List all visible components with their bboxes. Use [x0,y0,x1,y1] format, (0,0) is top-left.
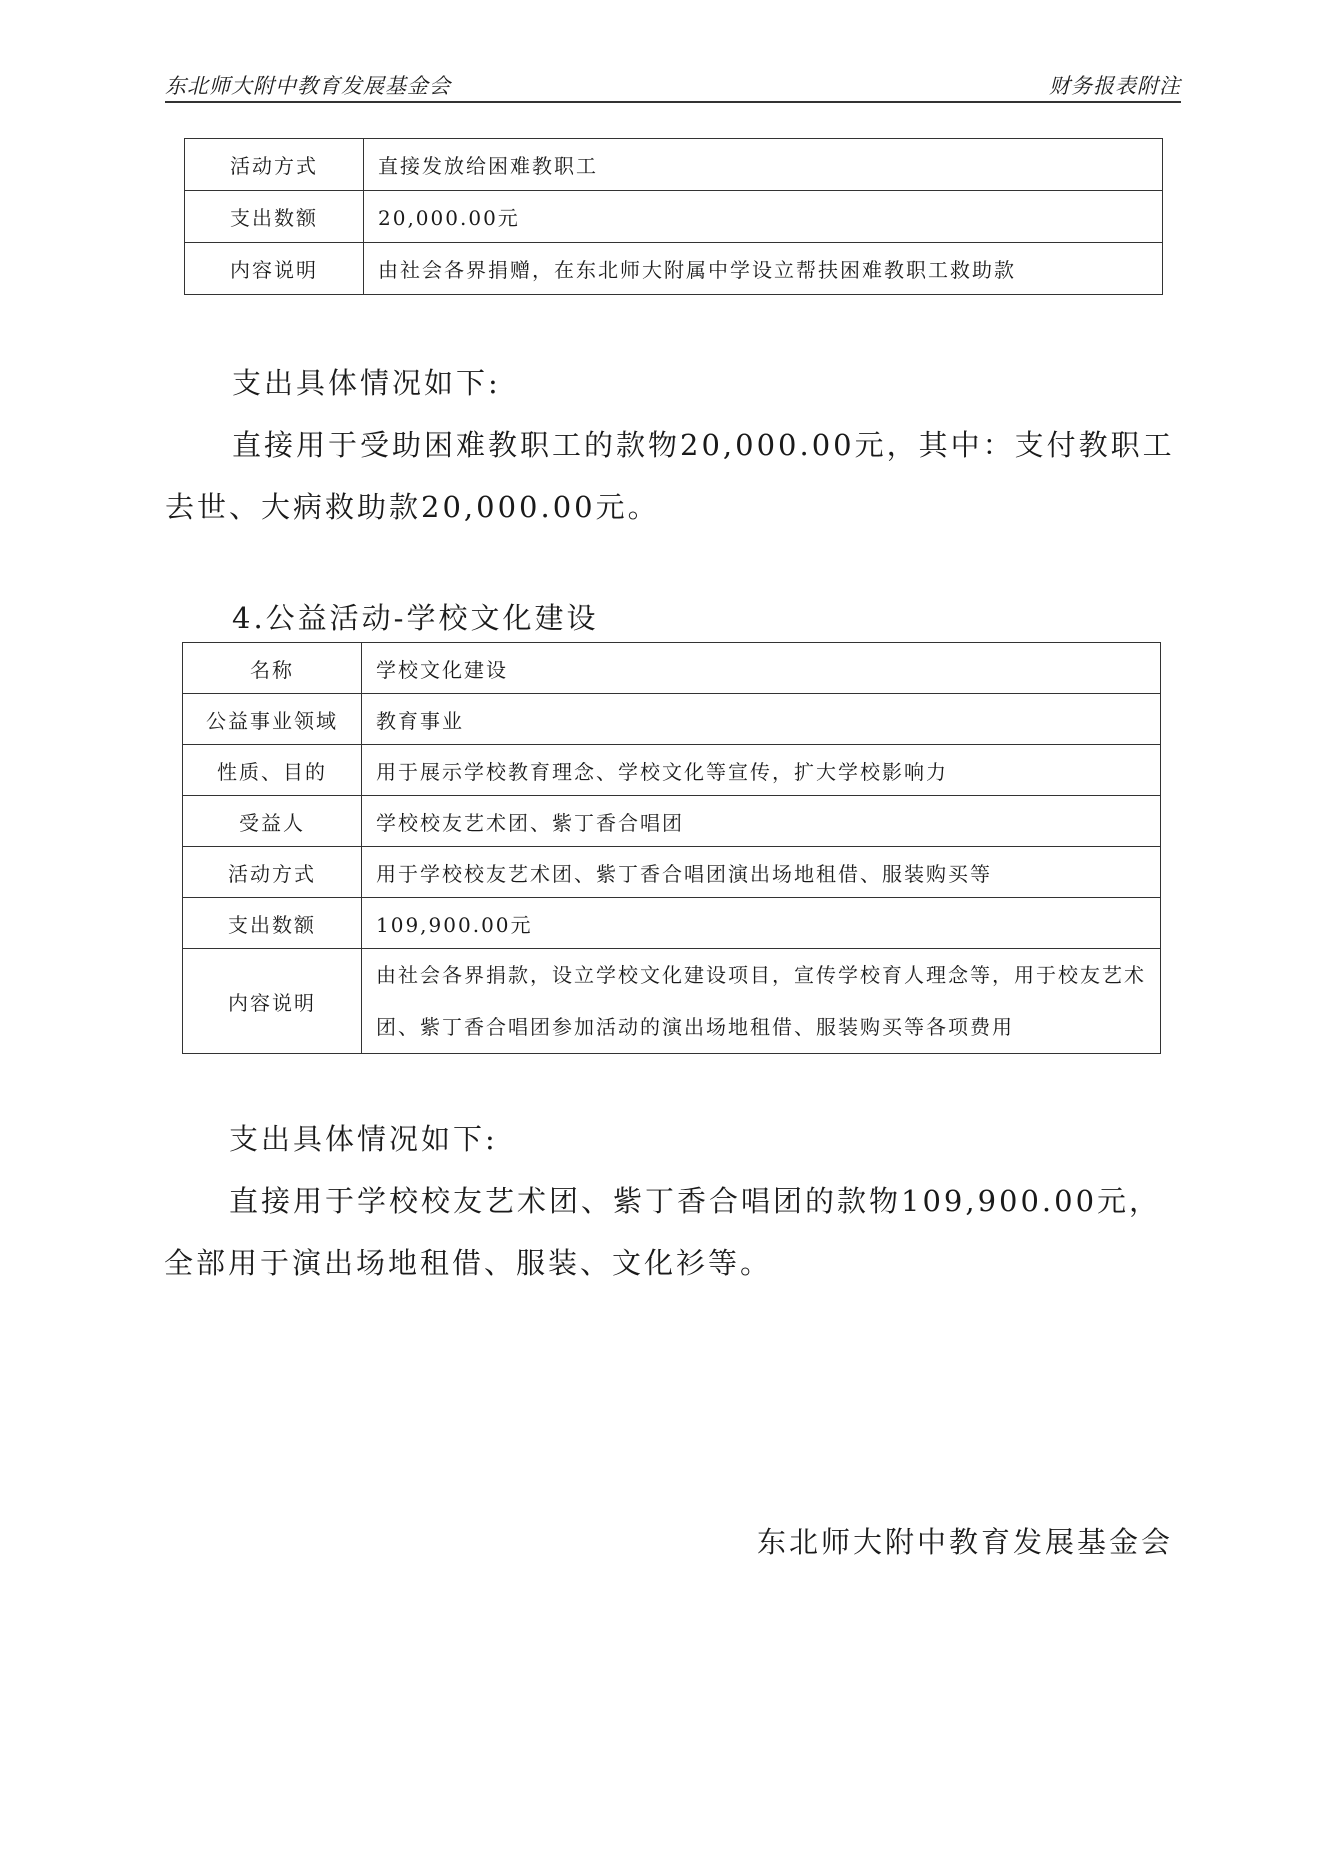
activity-table-3 [184,138,1163,295]
header-doc-type: 财务报表附注 [1049,74,1181,98]
table-row [185,243,1163,295]
table-row [185,191,1163,243]
row-label: 公益事业领域 [183,694,362,745]
row-value: 直接发放给困难教职工 [364,139,1163,191]
page-header [165,70,1181,104]
row-value: 20,000.00元 [364,191,1163,243]
row-value: 109,900.00元 [362,898,1161,949]
row-label: 内容说明 [183,949,362,1054]
row-label: 支出数额 [183,898,362,949]
table-row [183,745,1161,796]
row-value: 由社会各界捐赠，在东北师大附属中学设立帮扶困难教职工救助款 [364,243,1163,295]
row-value: 用于展示学校教育理念、学校文化等宣传，扩大学校影响力 [362,745,1161,796]
row-value: 学校校友艺术团、紫丁香合唱团 [362,796,1161,847]
table-row [183,898,1161,949]
header-org: 东北师大附中教育发展基金会 [165,74,451,98]
row-label: 内容说明 [185,243,364,295]
row-label: 受益人 [183,796,362,847]
row-label: 性质、目的 [183,745,362,796]
row-label: 活动方式 [185,139,364,191]
table-row [183,796,1161,847]
row-value: 教育事业 [362,694,1161,745]
table-row [183,694,1161,745]
header-rule [165,101,1181,103]
table-row [183,643,1161,694]
expense-intro-3: 支出具体情况如下: [232,366,501,400]
row-label: 名称 [183,643,362,694]
activity-table-4 [182,642,1161,1054]
expense-intro-4: 支出具体情况如下: [229,1122,498,1156]
row-value: 由社会各界捐款，设立学校文化建设项目，宣传学校育人理念等，用于校友艺术团、紫丁香合唱团参加活动的演出场地租借、服装购买等各项费用 [362,949,1161,1054]
table-row [183,949,1161,1054]
row-value: 用于学校校友艺术团、紫丁香合唱团演出场地租借、服装购买等 [362,847,1161,898]
signature-org: 东北师大附中教育发展基金会 [756,1525,1173,1559]
row-value: 学校文化建设 [362,643,1161,694]
row-label: 支出数额 [185,191,364,243]
section-heading-4: 4.公益活动-学校文化建设 [232,601,599,635]
table-row [183,847,1161,898]
expense-detail-3: 直接用于受助困难教职工的款物20,000.00元，其中：支付教职工去世、大病救助款20,000.00元。 [165,428,1175,524]
table-row [185,139,1163,191]
expense-detail-4: 直接用于学校校友艺术团、紫丁香合唱团的款物109,900.00元，全部用于演出场地租借、服装、文化衫等。 [164,1184,1162,1280]
row-label: 活动方式 [183,847,362,898]
